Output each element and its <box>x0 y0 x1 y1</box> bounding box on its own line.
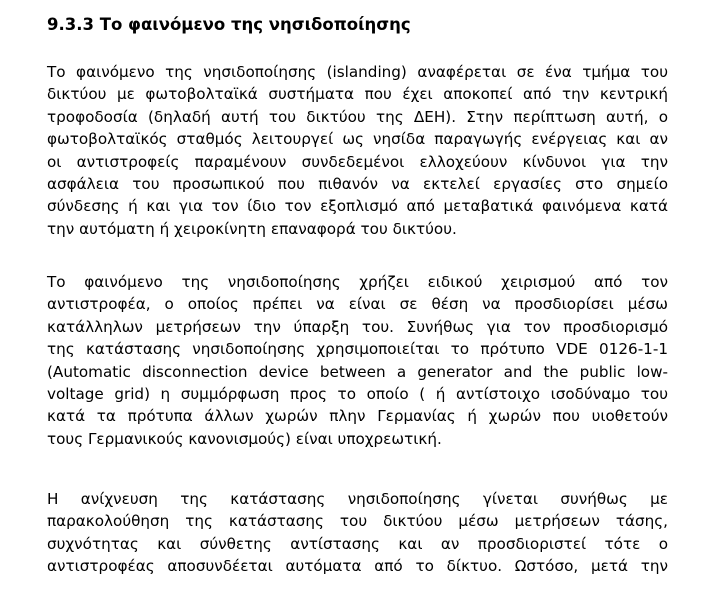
text-line: Η ανίχνευση της κατάστασης νησιδοποίησης γίνεται συνήθως με <box>47 490 668 508</box>
paragraph-detection <box>47 488 668 578</box>
text-line: κατάλληλων μετρήσεων την ύπαρξη του. Συνήθως για τον προσδιορισμό <box>47 317 668 336</box>
text-line: αντιστροφέας αποσυνδέεται αυτόματα από το δίκτυο. Ωστόσο, μετά την <box>47 557 668 576</box>
text-line: συχνότητας και σύνθετης αντίστασης και αν προσδιοριστεί τότε ο <box>47 534 668 553</box>
text-line: κατά τα πρότυπα άλλων χωρών πλην Γερμανίας ή χωρών που υιοθετούν <box>47 407 668 426</box>
text-line: οι αντιστροφείς παραμένουν συνδεδεμένοι ελλοχεύουν κίνδυνοι για την <box>47 152 668 171</box>
text-line: την αυτόματη ή χειροκίνητη επαναφορά του δικτύου. <box>47 219 457 238</box>
section-heading: 9.3.3 Το φαινόμενο της νησιδοποίησης <box>47 15 411 34</box>
text-line: (Automatic disconnection device between a generator and the public low- <box>47 362 668 381</box>
text-line: παρακολούθηση της κατάστασης του δικτύου μέσω μετρήσεων τάσης, <box>47 512 668 531</box>
text-line: ασφάλεια του προσωπικού που πιθανόν να εκτελεί εργασίες στο σημείο <box>47 174 668 193</box>
paragraph-inverter-handling <box>47 271 668 450</box>
text-line: σύνδεσης ή και για τον ίδιο τον εξοπλισμό από μεταβατικά φαινόμενα κατά <box>47 197 668 216</box>
text-line: τους Γερμανικούς κανονισμούς) είναι υποχρεωτική. <box>47 429 442 448</box>
text-line: της κατάστασης νησιδοποίησης χρησιμοποιείται το πρότυπο VDE 0126-1-1 <box>47 340 668 359</box>
text-line: αντιστροφέα, ο οποίος πρέπει να είναι σε θέση να προσδιορίσει μέσω <box>47 295 668 314</box>
text-line: voltage grid) η συμμόρφωση προς το οποίο ( ή αντίστοιχο ισοδύναμο του <box>47 384 668 403</box>
text-line: Το φαινόμενο της νησιδοποίησης χρήζει ειδικού χειρισμού από τον <box>47 273 668 291</box>
paragraph-islanding-definition <box>47 61 668 240</box>
text-line: τροφοδοσία (δηλαδή αυτή του δικτύου της ΔΕΗ). Στην περίπτωση αυτή, ο <box>47 107 668 126</box>
text-line: φωτοβολταϊκός σταθμός λειτουργεί ως νησίδα παραγωγής ενέργειας και αν <box>47 130 668 149</box>
text-line: Το φαινόμενο της νησιδοποίησης (islanding) αναφέρεται σε ένα τμήμα του <box>47 63 668 81</box>
text-line: δικτύου με φωτοβολταϊκά συστήματα που έχει αποκοπεί από την κεντρική <box>47 85 668 104</box>
